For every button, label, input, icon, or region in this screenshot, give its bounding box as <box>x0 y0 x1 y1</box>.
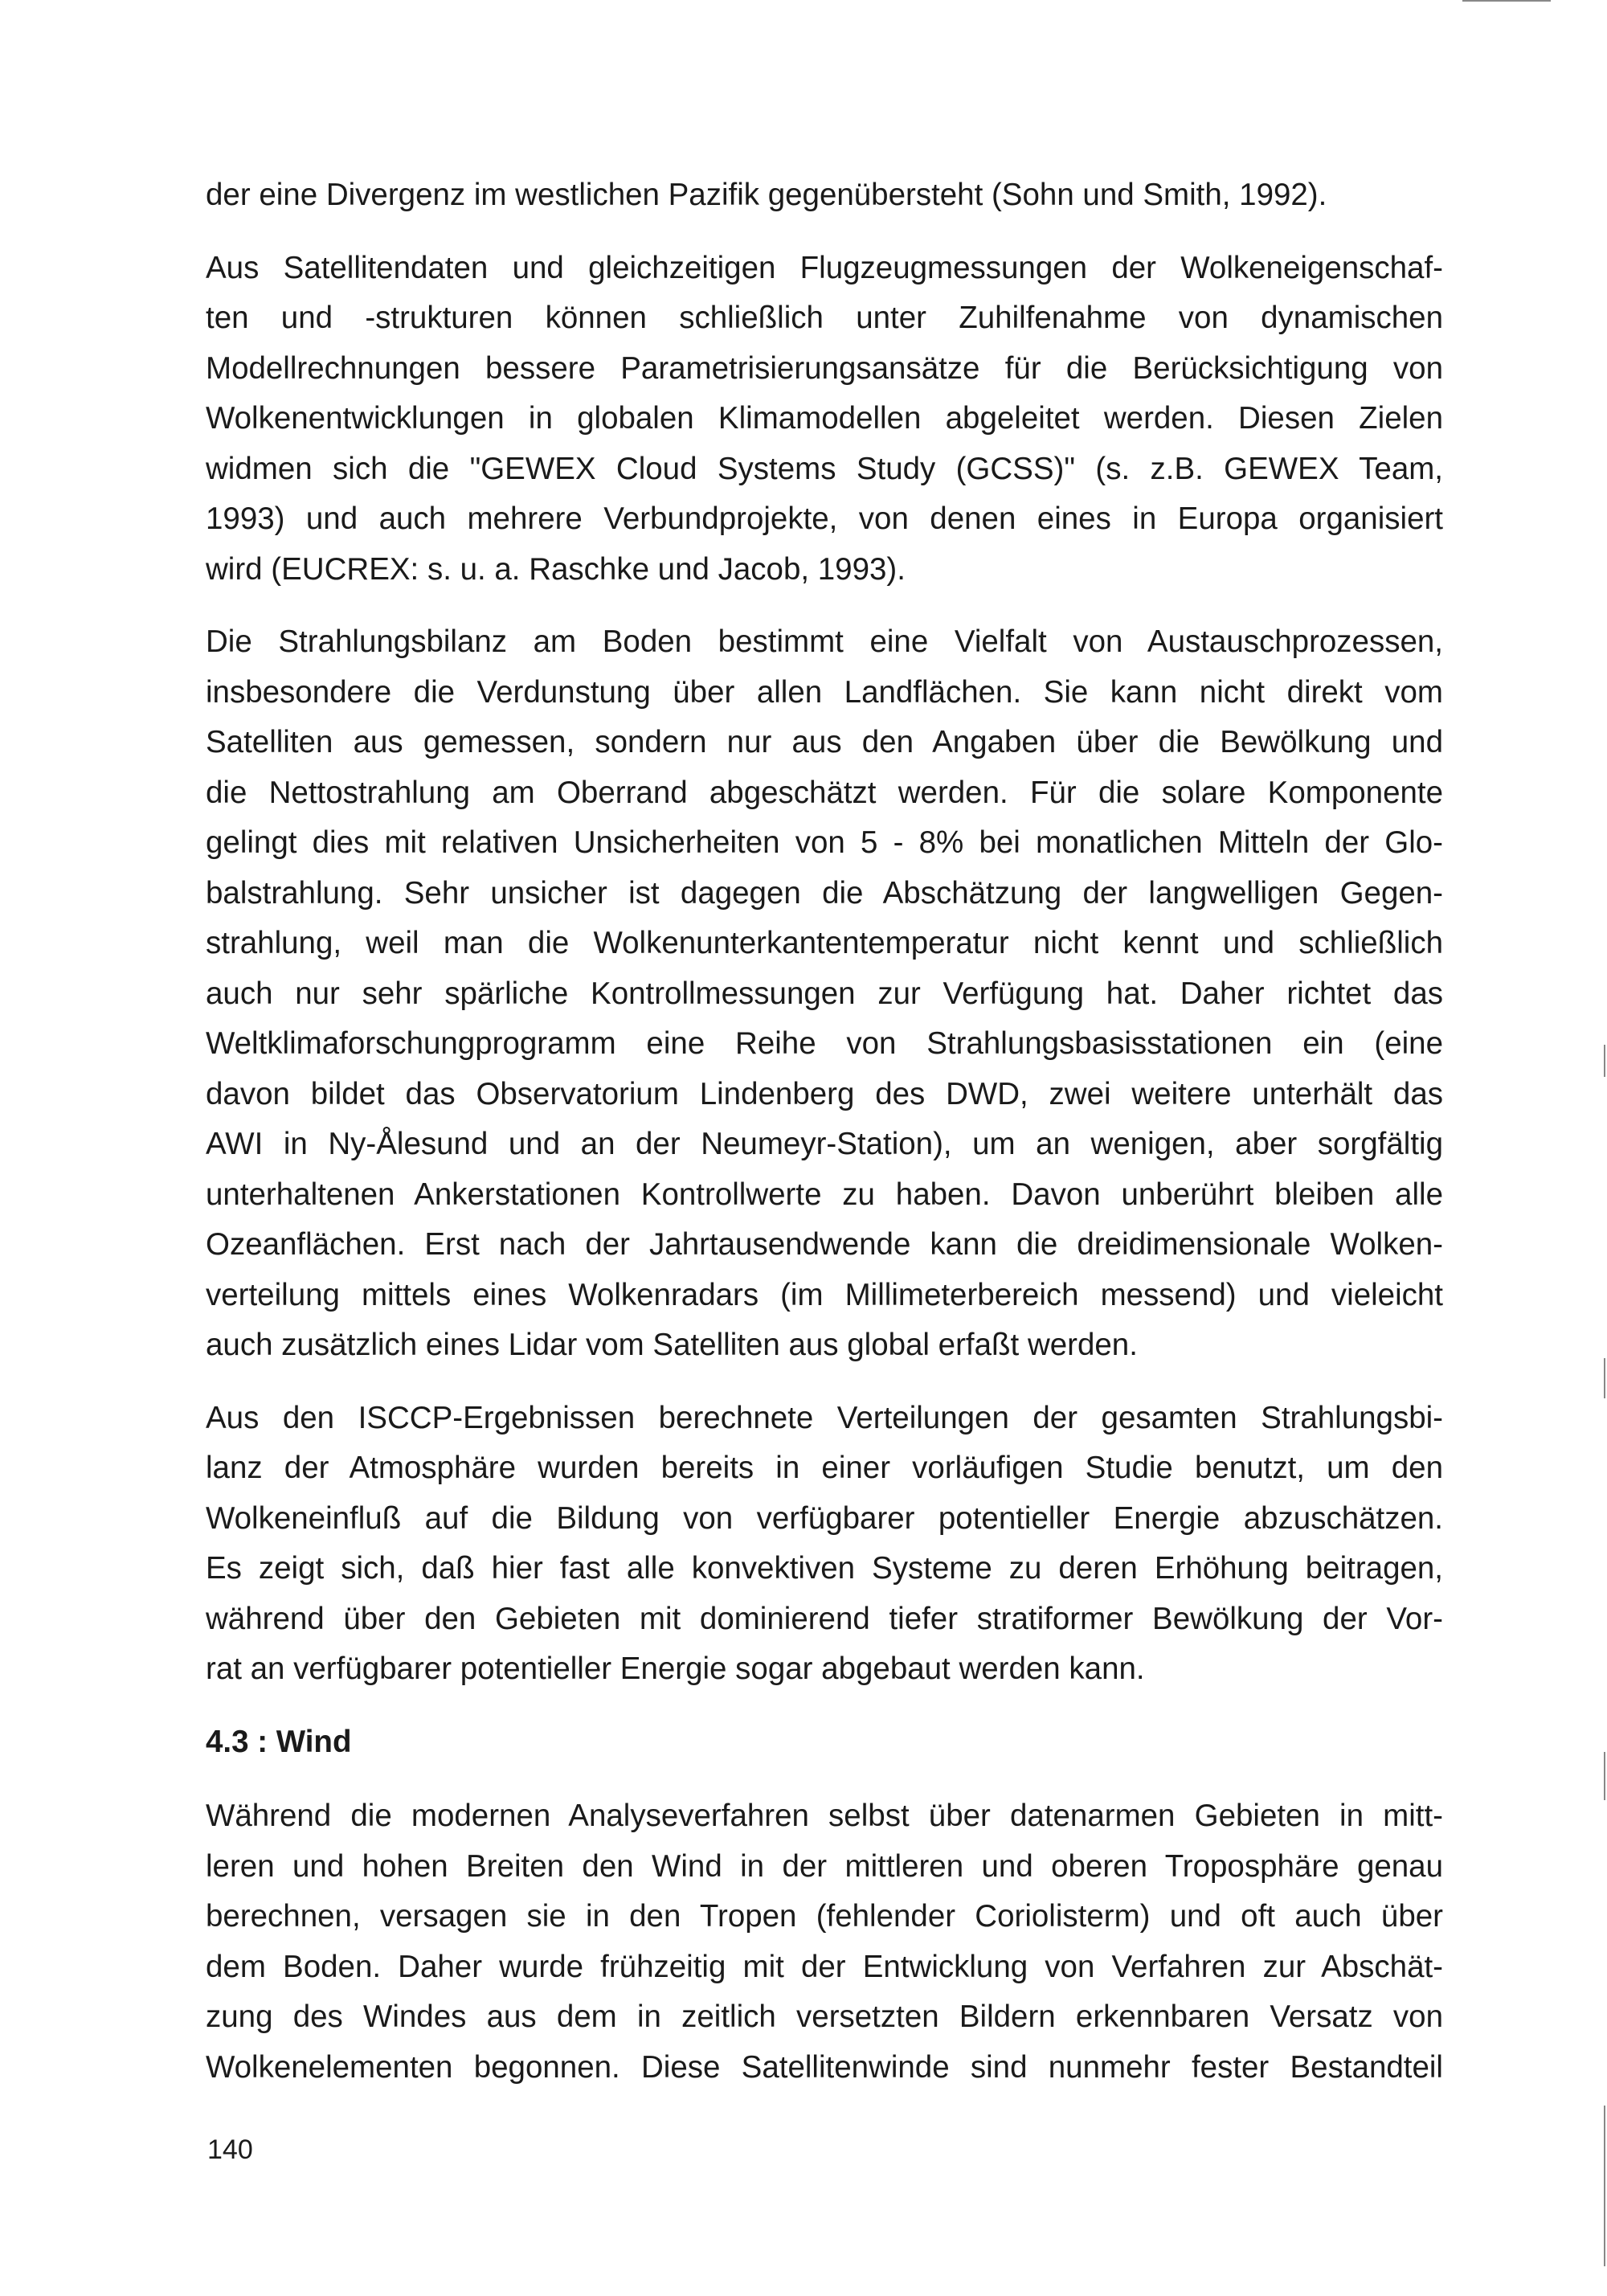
text-line: auch zusätzlich eines Lidar vom Satelliten aus global erfaßt werden. <box>206 1328 1138 1362</box>
text-line: dem Boden. Daher wurde frühzeitig mit der Entwicklung von Verfahren zur Abschät- <box>206 1949 1443 1984</box>
paragraph-1 <box>206 170 1443 221</box>
text-line: während über den Gebieten mit dominierend tiefer stratiformer Bewölkung der Vor- <box>206 1601 1443 1636</box>
paragraph-2 <box>206 244 1443 595</box>
text-line: davon bildet das Observatorium Lindenberg des DWD, zwei weitere unterhält das <box>206 1076 1443 1111</box>
text-line: unterhaltenen Ankerstationen Kontrollwerte zu haben. Davon unberührt bleiben alle <box>206 1177 1443 1212</box>
text-line: Aus den ISCCP-Ergebnissen berechnete Verteilungen der gesamten Strahlungsbi- <box>206 1400 1443 1435</box>
text-line: Wolkenelementen begonnen. Diese Satellitenwinde sind nunmehr fester Bestandteil <box>206 2049 1443 2085</box>
text-line: insbesondere die Verdunstung über allen Landflächen. Sie kann nicht direkt vom <box>206 674 1443 710</box>
text-line: Satelliten aus gemessen, sondern nur aus den Angaben über die Bewölkung und <box>206 725 1443 759</box>
text-line: lanz der Atmosphäre wurden bereits in einer vorläufigen Studie benutzt, um den <box>206 1451 1443 1485</box>
text-line: leren und hohen Breiten den Wind in der mittleren und oberen Troposphäre genau <box>206 1848 1443 1884</box>
text-line: 1993) und auch mehrere Verbundprojekte, von denen eines in Europa organisiert <box>206 501 1443 536</box>
text-line: auch nur sehr spärliche Kontrollmessungen zur Verfügung hat. Daher richtet das <box>206 976 1443 1011</box>
text-line: wird (EUCREX: s. u. a. Raschke und Jacob, 1993). <box>206 551 906 587</box>
text-line: Aus Satellitendaten und gleichzeitigen Flugzeugmessungen der Wolkeneigenschaf- <box>206 250 1443 285</box>
text-line: Weltklimaforschungprogramm eine Reihe von Strahlungsbasisstationen ein (eine <box>206 1026 1443 1061</box>
scan-artifact <box>1604 1358 1605 1398</box>
text-line: Während die modernen Analyseverfahren selbst über datenarmen Gebieten in mitt- <box>206 1799 1443 1833</box>
scan-artifact <box>1462 0 1551 2</box>
text-line: zung des Windes aus dem in zeitlich versetzten Bildern erkennbaren Versatz von <box>206 1999 1443 2034</box>
text-line: gelingt dies mit relativen Unsicherheiten von 5 - 8% bei monatlichen Mitteln der Glo- <box>206 825 1443 860</box>
text-line: rat an verfügbarer potentieller Energie sogar abgebaut werden kann. <box>206 1651 1145 1686</box>
paragraph-3 <box>206 617 1443 1371</box>
text-line: Wolkeneinfluß auf die Bildung von verfügbarer potentieller Energie abzuschätzen. <box>206 1500 1443 1536</box>
section-heading: 4.3 : Wind <box>206 1724 352 1759</box>
text-line: Wolkenentwicklungen in globalen Klimamodellen abgeleitet werden. Diesen Zielen <box>206 401 1443 436</box>
body-text <box>206 170 1443 2115</box>
text-line: Es zeigt sich, daß hier fast alle konvektiven Systeme zu deren Erhöhung beitragen, <box>206 1551 1443 1586</box>
text-line: Ozeanflächen. Erst nach der Jahrtausendwende kann die dreidimensionale Wolken- <box>206 1227 1443 1262</box>
text-line: Die Strahlungsbilanz am Boden bestimmt eine Vielfalt von Austauschprozessen, <box>206 624 1443 659</box>
text-line: widmen sich die "GEWEX Cloud Systems Study (GCSS)" (s. z.B. GEWEX Team, <box>206 451 1443 486</box>
paragraph-4 <box>206 1394 1443 1695</box>
text-line: Modellrechnungen bessere Parametrisierungsansätze für die Berücksichtigung von <box>206 350 1443 386</box>
scan-artifact <box>1604 1045 1605 1077</box>
text-line: der eine Divergenz im westlichen Pazifik gegenübersteht (Sohn und Smith, 1992). <box>206 178 1327 212</box>
page-number: 140 <box>207 2134 253 2165</box>
scan-artifact <box>1604 1752 1605 1800</box>
text-line: ten und -strukturen können schließlich unter Zuhilfenahme von dynamischen <box>206 301 1443 335</box>
text-line: verteilung mittels eines Wolkenradars (im Millimeterbereich messend) und vieleicht <box>206 1277 1443 1312</box>
text-line: strahlung, weil man die Wolkenunterkantentemperatur nicht kennt und schließlich <box>206 926 1443 960</box>
text-line: die Nettostrahlung am Oberrand abgeschätzt werden. Für die solare Komponente <box>206 775 1443 810</box>
text-line: berechnen, versagen sie in den Tropen (fehlender Coriolisterm) und oft auch über <box>206 1899 1443 1934</box>
text-line: AWI in Ny-Ålesund und an der Neumeyr-Station), um an wenigen, aber sorgfältig <box>206 1127 1443 1161</box>
paragraph-5 <box>206 1791 1443 2093</box>
text-line: balstrahlung. Sehr unsicher ist dagegen die Abschätzung der langwelligen Gegen- <box>206 875 1443 911</box>
scan-artifact <box>1604 2106 1605 2266</box>
